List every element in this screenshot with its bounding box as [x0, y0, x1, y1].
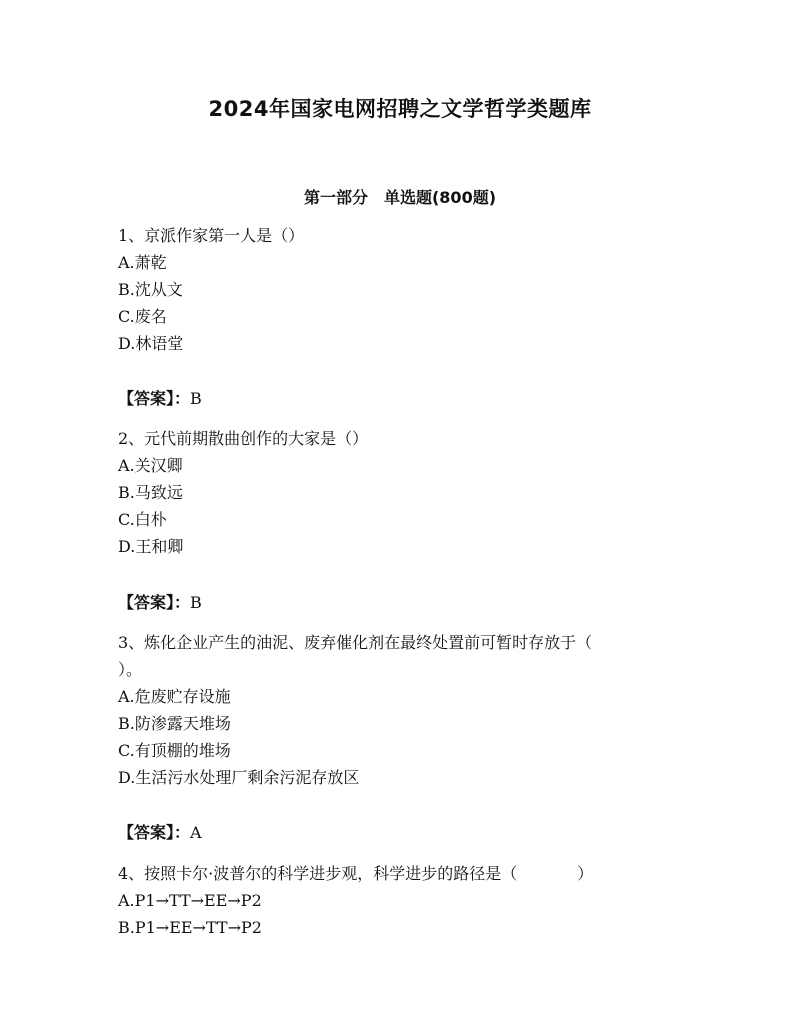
- question-4: [118, 860, 678, 941]
- question-1: [118, 222, 678, 357]
- question-stem: 3、炼化企业产生的油泥、废弃催化剂在最终处置前可暂时存放于（: [118, 633, 593, 652]
- option-c: C.废名: [118, 307, 167, 326]
- section-heading: 第一部分 单选题(800题): [303, 188, 497, 207]
- option-c: C.白朴: [118, 510, 167, 529]
- option-a: A.萧乾: [118, 253, 167, 272]
- option-b: B.P1→EE→TT→P2: [118, 918, 262, 937]
- answer-1: [118, 385, 202, 412]
- answer-label: 【答案】：: [118, 823, 191, 842]
- option-b: B.沈从文: [118, 280, 183, 299]
- question-stem-end: ）: [577, 864, 594, 883]
- question-stem: 2、元代前期散曲创作的大家是（）: [118, 429, 369, 448]
- question-stem-continued: ）。: [118, 660, 143, 679]
- question-stem: 1、京派作家第一人是（）: [118, 226, 305, 245]
- answer-value: B: [190, 593, 202, 612]
- option-c: C.有顶棚的堆场: [118, 741, 231, 760]
- option-d: D.生活污水处理厂剩余污泥存放区: [118, 768, 360, 787]
- document-title: 2024年国家电网招聘之文学哲学类题库: [208, 97, 592, 121]
- answer-value: A: [190, 823, 202, 842]
- option-b: B.防渗露天堆场: [118, 714, 231, 733]
- option-a: A.关汉卿: [118, 456, 183, 475]
- question-stem: [118, 860, 678, 887]
- answer-value: B: [190, 389, 202, 408]
- option-d: D.林语堂: [118, 334, 184, 353]
- option-a: A.危废贮存设施: [118, 687, 231, 706]
- answer-2: [118, 589, 202, 616]
- question-stem-text: 4、按照卡尔·波普尔的科学进步观，科学进步的路径是（: [118, 864, 518, 883]
- answer-label: 【答案】：: [118, 593, 191, 612]
- answer-label: 【答案】：: [118, 389, 191, 408]
- option-a: A.P1→TT→EE→P2: [118, 891, 262, 910]
- option-b: B.马致远: [118, 483, 183, 502]
- question-3: [118, 629, 678, 791]
- question-2: [118, 425, 678, 560]
- option-d: D.王和卿: [118, 537, 184, 556]
- answer-3: [118, 819, 202, 846]
